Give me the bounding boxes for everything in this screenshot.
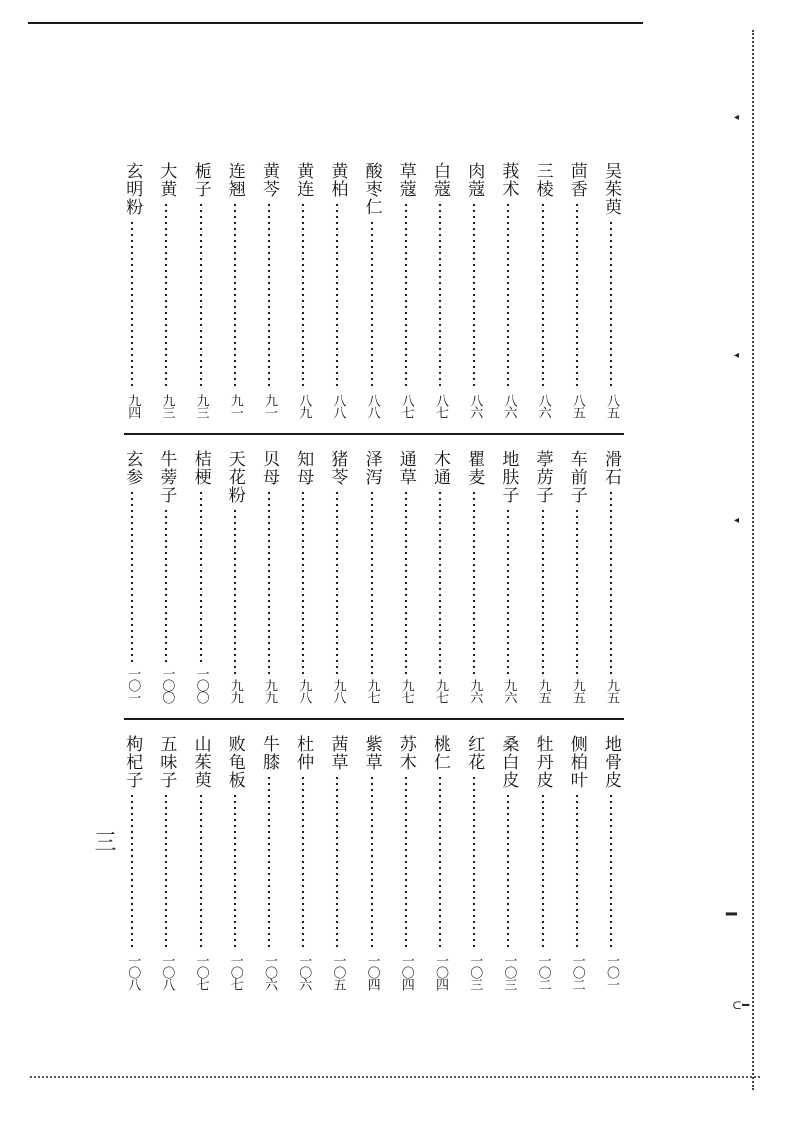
page-edge-bottom bbox=[30, 1076, 760, 1080]
section-divider bbox=[124, 718, 624, 720]
contents-entry bbox=[190, 162, 212, 418]
dot-leader bbox=[370, 775, 374, 950]
entry-name: 黄芩 bbox=[259, 162, 279, 198]
contents-entry bbox=[326, 450, 348, 703]
entry-name: 泽泻 bbox=[361, 450, 382, 486]
entry-name: 葶苈子 bbox=[532, 450, 553, 504]
entry-page-number: 九五 bbox=[569, 679, 585, 703]
scan-speck: ⊂━ bbox=[732, 998, 750, 1012]
entry-page-number: 八六 bbox=[467, 394, 483, 418]
entry-page-number: 一〇三 bbox=[467, 954, 483, 990]
dot-leader bbox=[609, 490, 613, 675]
scan-speck: ◂ bbox=[734, 515, 740, 526]
contents-entry bbox=[532, 450, 554, 703]
contents-entry bbox=[463, 735, 485, 990]
entry-page-number: 一〇〇 bbox=[159, 667, 175, 703]
entry-name: 肉蔻 bbox=[464, 162, 485, 198]
entry-name: 侧柏叶 bbox=[566, 735, 587, 789]
entry-name: 贝母 bbox=[259, 450, 279, 486]
entry-name: 滑石 bbox=[601, 450, 621, 486]
entry-name: 三棱 bbox=[532, 162, 553, 198]
dot-leader bbox=[506, 202, 510, 390]
contents-entry bbox=[121, 162, 143, 418]
dot-leader bbox=[335, 490, 339, 675]
scan-speck: ◂ bbox=[734, 350, 740, 361]
entry-name: 枸杞子 bbox=[122, 735, 143, 789]
entry-page-number: 九九 bbox=[262, 679, 277, 703]
dot-leader bbox=[301, 775, 305, 950]
entry-page-number: 一〇六 bbox=[296, 954, 312, 990]
entry-name: 莪术 bbox=[498, 162, 519, 198]
entry-page-number: 九三 bbox=[159, 394, 175, 418]
entry-name: 五味子 bbox=[156, 735, 177, 789]
contents-entry bbox=[497, 450, 519, 703]
entry-page-number: 九五 bbox=[604, 679, 619, 703]
entry-name: 桑白皮 bbox=[498, 735, 519, 789]
contents-entry bbox=[155, 450, 177, 703]
entry-page-number: 一〇七 bbox=[227, 954, 243, 990]
entry-name: 天花粉 bbox=[224, 450, 245, 504]
entry-page-number: 九八 bbox=[330, 679, 346, 703]
entry-name: 通草 bbox=[395, 450, 416, 486]
dot-leader bbox=[575, 202, 579, 390]
dot-leader bbox=[335, 775, 339, 950]
dot-leader bbox=[267, 775, 271, 950]
contents-entry bbox=[395, 735, 417, 990]
dot-leader bbox=[404, 490, 408, 675]
dot-leader bbox=[335, 202, 339, 390]
contents-entry bbox=[326, 735, 348, 990]
dot-leader bbox=[506, 793, 510, 950]
entry-page-number: 九七 bbox=[364, 679, 380, 703]
entry-page-number: 一〇一 bbox=[604, 954, 619, 990]
contents-entry bbox=[155, 735, 177, 990]
entry-name: 败龟板 bbox=[224, 735, 245, 789]
dot-leader bbox=[404, 202, 408, 390]
dot-leader bbox=[130, 220, 134, 390]
dot-leader bbox=[199, 490, 203, 663]
dot-leader bbox=[404, 775, 408, 950]
dot-leader bbox=[575, 793, 579, 950]
dot-leader bbox=[438, 490, 442, 675]
entry-name: 知母 bbox=[293, 450, 314, 486]
entry-page-number: 一〇五 bbox=[330, 954, 346, 990]
dot-leader bbox=[472, 202, 476, 390]
entry-name: 酸枣仁 bbox=[361, 162, 382, 216]
dot-leader bbox=[267, 202, 271, 390]
entry-page-number: 九九 bbox=[227, 679, 243, 703]
entry-name: 地骨皮 bbox=[601, 735, 621, 789]
entry-page-number: 一〇四 bbox=[398, 954, 414, 990]
entry-page-number: 一〇八 bbox=[159, 954, 175, 990]
contents-entry bbox=[292, 450, 314, 703]
dot-leader bbox=[233, 793, 237, 950]
contents-entry bbox=[121, 735, 143, 990]
dot-leader bbox=[609, 793, 613, 950]
entry-page-number: 八六 bbox=[535, 394, 551, 418]
contents-entry bbox=[258, 735, 280, 990]
entry-name: 黄柏 bbox=[327, 162, 348, 198]
dot-leader bbox=[164, 508, 168, 663]
contents-entry bbox=[224, 450, 246, 703]
entry-page-number: 八八 bbox=[364, 394, 380, 418]
contents-entry bbox=[292, 162, 314, 418]
entry-name: 牛蒡子 bbox=[156, 450, 177, 504]
dot-leader bbox=[164, 793, 168, 950]
entry-name: 大黄 bbox=[156, 162, 177, 198]
contents-entry bbox=[224, 162, 246, 418]
entry-page-number: 一〇二 bbox=[569, 954, 585, 990]
entry-name: 吴茱萸 bbox=[601, 162, 621, 216]
contents-entry bbox=[429, 162, 451, 418]
contents-entry bbox=[361, 162, 383, 418]
entry-page-number: 一〇八 bbox=[125, 954, 141, 990]
contents-entry bbox=[326, 162, 348, 418]
contents-entry bbox=[190, 450, 212, 703]
page-edge-right bbox=[752, 30, 758, 1090]
entry-name: 紫草 bbox=[361, 735, 382, 771]
entry-page-number: 一〇七 bbox=[193, 954, 209, 990]
entry-page-number: 九一 bbox=[262, 394, 277, 418]
entry-name: 草蔻 bbox=[395, 162, 416, 198]
contents-entry bbox=[600, 735, 622, 990]
entry-name: 玄明粉 bbox=[122, 162, 143, 216]
entry-name: 牛膝 bbox=[259, 735, 279, 771]
contents-entry bbox=[566, 735, 588, 990]
contents-entry bbox=[292, 735, 314, 990]
entry-name: 瞿麦 bbox=[464, 450, 485, 486]
dot-leader bbox=[199, 202, 203, 390]
entry-name: 桔梗 bbox=[190, 450, 211, 486]
contents-entry bbox=[497, 735, 519, 990]
contents-entry bbox=[600, 450, 622, 703]
entry-name: 猪苓 bbox=[327, 450, 348, 486]
entry-page-number: 一〇一 bbox=[125, 667, 141, 703]
contents-entry bbox=[361, 450, 383, 703]
entry-name: 红花 bbox=[464, 735, 485, 771]
scan-speck: ━ bbox=[726, 904, 737, 925]
entry-page-number: 九六 bbox=[501, 679, 517, 703]
top-rule bbox=[28, 22, 643, 24]
entry-page-number: 九七 bbox=[433, 679, 448, 703]
contents-entry bbox=[121, 450, 143, 703]
entry-page-number: 八五 bbox=[604, 394, 619, 418]
contents-entry bbox=[600, 162, 622, 418]
dot-leader bbox=[541, 202, 545, 390]
contents-entry bbox=[566, 162, 588, 418]
contents-entry bbox=[463, 162, 485, 418]
entry-page-number: 八八 bbox=[330, 394, 346, 418]
dot-leader bbox=[472, 775, 476, 950]
contents-entry bbox=[395, 450, 417, 703]
contents-entry bbox=[258, 162, 280, 418]
dot-leader bbox=[233, 508, 237, 675]
entry-page-number: 九一 bbox=[227, 394, 243, 418]
dot-leader bbox=[438, 775, 442, 950]
contents-entry bbox=[224, 735, 246, 990]
dot-leader bbox=[609, 220, 613, 390]
dot-leader bbox=[267, 490, 271, 675]
entry-name: 玄参 bbox=[122, 450, 143, 486]
dot-leader bbox=[575, 508, 579, 675]
dot-leader bbox=[233, 202, 237, 390]
entry-name: 栀子 bbox=[190, 162, 211, 198]
entry-page-number: 八六 bbox=[501, 394, 517, 418]
entry-page-number: 九四 bbox=[125, 394, 141, 418]
page-folio: 三 bbox=[91, 830, 116, 852]
contents-entry bbox=[429, 735, 451, 990]
entry-name: 黄连 bbox=[293, 162, 314, 198]
entry-name: 杜仲 bbox=[293, 735, 314, 771]
entry-page-number: 九三 bbox=[193, 394, 209, 418]
dot-leader bbox=[130, 793, 134, 950]
dot-leader bbox=[438, 202, 442, 390]
entry-page-number: 九八 bbox=[296, 679, 312, 703]
contents-entry bbox=[361, 735, 383, 990]
entry-page-number: 一〇二 bbox=[535, 954, 551, 990]
dot-leader bbox=[301, 202, 305, 390]
dot-leader bbox=[370, 490, 374, 675]
scan-speck: ◂ bbox=[734, 112, 740, 123]
entry-page-number: 八九 bbox=[296, 394, 312, 418]
dot-leader bbox=[199, 793, 203, 950]
contents-entry bbox=[463, 450, 485, 703]
contents-entry bbox=[395, 162, 417, 418]
entry-name: 连翘 bbox=[224, 162, 245, 198]
contents-entry bbox=[155, 162, 177, 418]
entry-name: 山茱萸 bbox=[190, 735, 211, 789]
entry-name: 茴香 bbox=[566, 162, 587, 198]
entry-name: 地肤子 bbox=[498, 450, 519, 504]
dot-leader bbox=[301, 490, 305, 675]
entry-page-number: 一〇三 bbox=[501, 954, 517, 990]
dot-leader bbox=[370, 220, 374, 390]
entry-page-number: 九七 bbox=[398, 679, 414, 703]
dot-leader bbox=[472, 490, 476, 675]
contents-entry bbox=[429, 450, 451, 703]
dot-leader bbox=[541, 508, 545, 675]
entry-page-number: 八五 bbox=[569, 394, 585, 418]
entry-name: 牡丹皮 bbox=[532, 735, 553, 789]
entry-page-number: 九六 bbox=[467, 679, 483, 703]
section-divider bbox=[124, 433, 624, 435]
entry-page-number: 八七 bbox=[398, 394, 414, 418]
entry-page-number: 一〇四 bbox=[433, 954, 448, 990]
dot-leader bbox=[130, 490, 134, 663]
dot-leader bbox=[541, 793, 545, 950]
entry-page-number: 九五 bbox=[535, 679, 551, 703]
entry-page-number: 一〇四 bbox=[364, 954, 380, 990]
contents-entry bbox=[497, 162, 519, 418]
entry-name: 木通 bbox=[430, 450, 450, 486]
entry-name: 白蔻 bbox=[430, 162, 450, 198]
entry-name: 苏木 bbox=[395, 735, 416, 771]
entry-page-number: 一〇〇 bbox=[193, 667, 209, 703]
contents-entry bbox=[258, 450, 280, 703]
entry-name: 车前子 bbox=[566, 450, 587, 504]
dot-leader bbox=[164, 202, 168, 390]
contents-entry bbox=[190, 735, 212, 990]
contents-entry bbox=[532, 162, 554, 418]
entry-name: 茜草 bbox=[327, 735, 348, 771]
entry-page-number: 一〇六 bbox=[262, 954, 277, 990]
entry-page-number: 八七 bbox=[433, 394, 448, 418]
contents-entry bbox=[566, 450, 588, 703]
entry-name: 桃仁 bbox=[430, 735, 450, 771]
dot-leader bbox=[506, 508, 510, 675]
contents-entry bbox=[532, 735, 554, 990]
